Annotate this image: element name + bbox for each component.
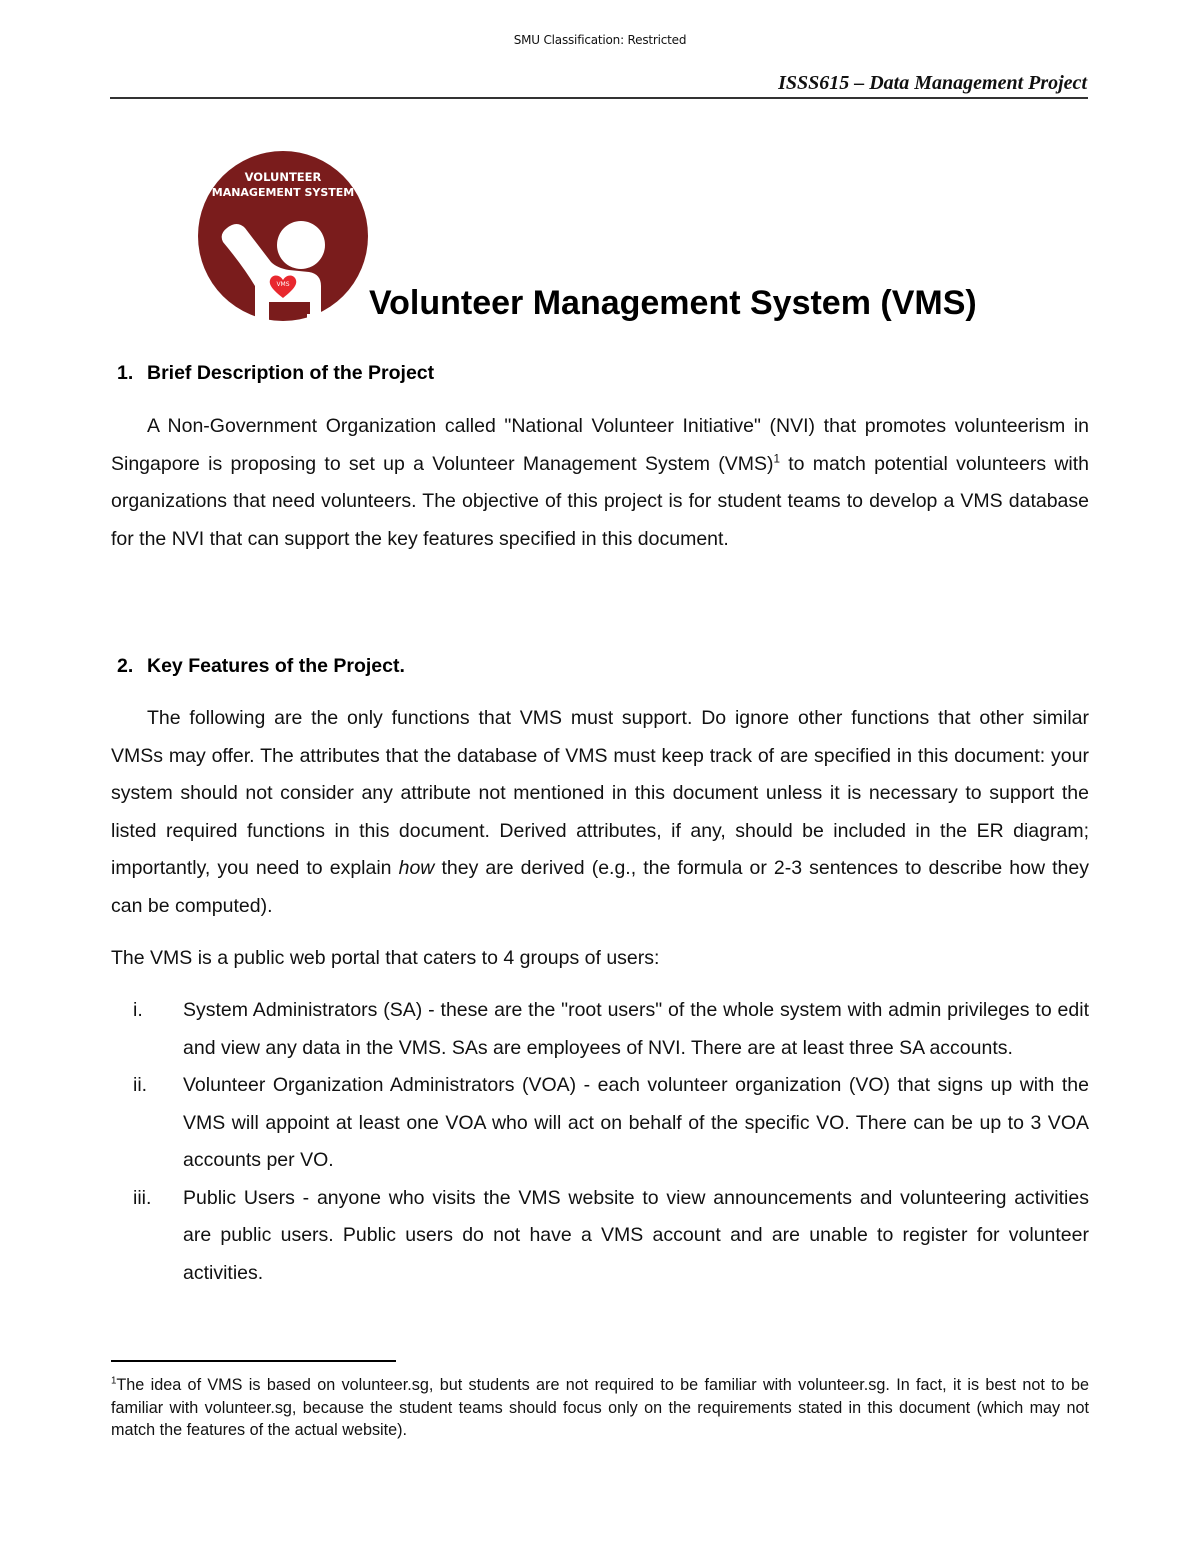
- list-item-text: System Administrators (SA) - these are the "root users" of the whole system with admin privileges to edit and view any data in the VMS. SAs are employees of NVI. There are at least three SA accounts.: [183, 999, 1089, 1059]
- list-item-text: Public Users - anyone who visits the VMS website to view announcements and volunteering activities are public users. Public users do not have a VMS account and are unable to register for volunteer activities.: [183, 1186, 1089, 1284]
- section-1-heading: [117, 362, 434, 385]
- header-rule: [110, 97, 1088, 99]
- footnote-marker: 1: [111, 1375, 117, 1387]
- list-marker: ii.: [133, 1074, 148, 1096]
- logo-heart-text: VMS: [276, 281, 290, 288]
- section-number: 2.: [117, 655, 134, 677]
- section-number: 1.: [117, 362, 134, 384]
- section-1-paragraph: A Non-Government Organization called "National Volunteer Initiative" (NVI) that promotes volunteerism in Singapore is proposing to set up a Volunteer Management System (VMS)$^1$ to match potential volunteers with organizations that need volunteers. The objective of this project is for student teams to develop a VMS database for the NVI that can support the key features specified in this document.: [111, 415, 1089, 550]
- logo-text-line1: VOLUNTEER: [244, 170, 322, 184]
- document-title: Volunteer Management System (VMS): [369, 284, 977, 322]
- vms-logo: [197, 150, 369, 322]
- user-groups-intro: The VMS is a public web portal that caters to 4 groups of users:: [111, 947, 660, 969]
- section-2-paragraph: The following are the only functions that VMS must support. Do ignore other functions that other similar VMSs may offer. The attributes that the database of VMS must keep track of are specified in this document: your system should not consider any attribute not mentioned in this document unless it is necessary to support the listed required functions in this document. Derived attributes, if any, should be included in the ER diagram; importantly, you need to explain how they are derived (e.g., the formula or 2-3 sentences to describe how they can be computed).: [111, 707, 1089, 917]
- list-item: [111, 1180, 1089, 1293]
- section-title: Brief Description of the Project: [147, 362, 435, 384]
- list-marker: i.: [133, 999, 143, 1021]
- section-2-heading: [117, 655, 405, 678]
- footnote-text: The idea of VMS is based on volunteer.sg, but students are not required to be familiar with volunteer.sg. In fact, it is best not to be familiar with volunteer.sg, because the student teams should focus only on the requirements stated in this document (which may not match the features of the actual website).: [111, 1376, 1089, 1439]
- list-item: [111, 1067, 1089, 1180]
- running-header-title: ISSS615 – Data Management Project: [778, 72, 1087, 94]
- user-groups-list: [111, 992, 1089, 1292]
- classification-label: SMU Classification: Restricted: [513, 33, 687, 47]
- footnote: [111, 1374, 1089, 1442]
- list-marker: iii.: [133, 1186, 152, 1209]
- footnote-reference[interactable]: 1: [773, 452, 780, 465]
- section-title: Key Features of the Project.: [147, 655, 405, 677]
- list-item: [111, 992, 1089, 1067]
- footnote-separator: [111, 1360, 396, 1362]
- logo-text-line2: MANAGEMENT SYSTEM: [211, 186, 355, 199]
- list-item-text: Volunteer Organization Administrators (VOA) - each volunteer organization (VO) that signs up with the VMS will appoint at least one VOA who will act on behalf of the specific VO. There can be up to 3 VOA accounts per VO.: [183, 1074, 1089, 1171]
